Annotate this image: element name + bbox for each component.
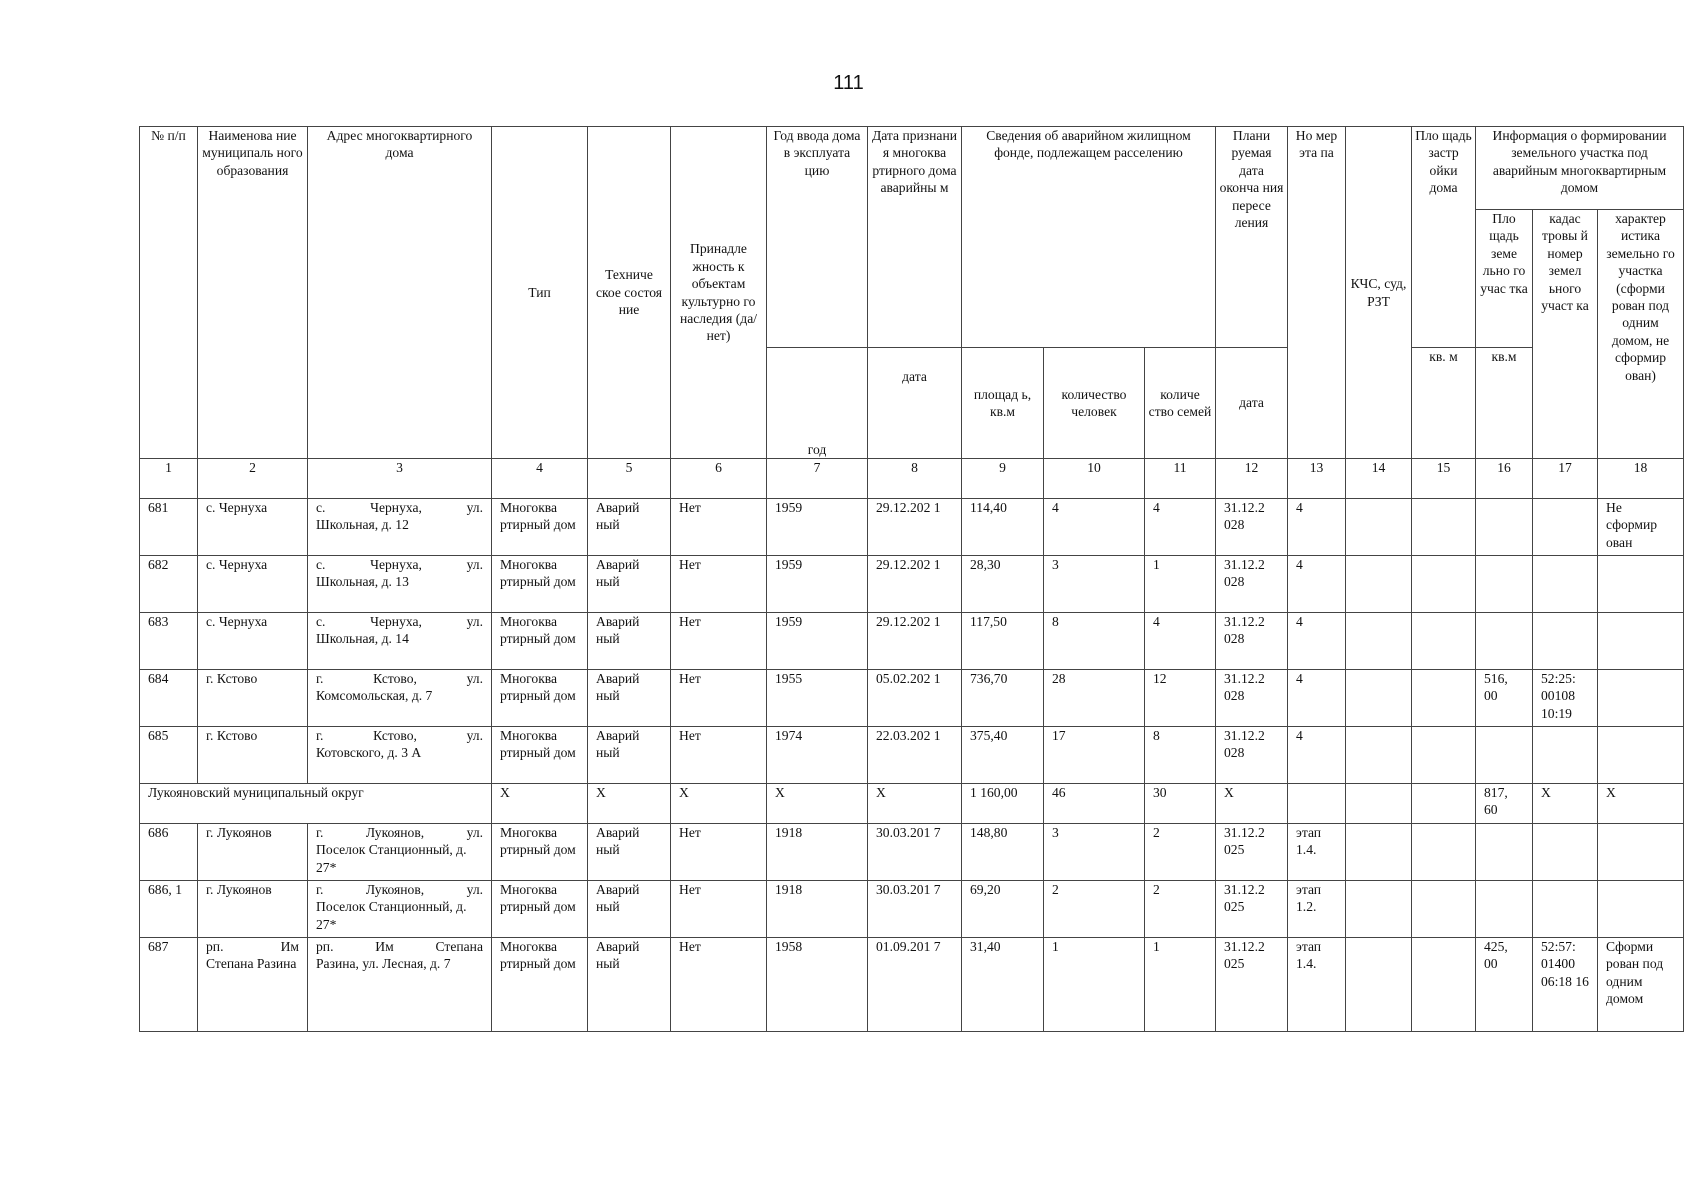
- column-number: 9: [962, 459, 1044, 499]
- row-address: [308, 938, 492, 1032]
- row-heritage: Нет: [671, 938, 767, 1032]
- address-line: с. Чернуха, ул.: [316, 500, 483, 515]
- row-address: [308, 881, 492, 938]
- column-number: 17: [1533, 459, 1598, 499]
- address-line: Комсомольская, д. 7: [316, 688, 433, 704]
- row-kchs: [1346, 824, 1412, 881]
- row-people: 28: [1044, 670, 1145, 727]
- row-families: 1: [1145, 938, 1216, 1032]
- municipality-line: рп. Им: [206, 939, 299, 954]
- row-building-area: [1412, 499, 1476, 556]
- header-land-info: Информация о формировании земельного участка под аварийным многоквартирным домом: [1476, 127, 1684, 210]
- row-land-area: [1476, 881, 1533, 938]
- header-stage: Но мер эта па: [1288, 127, 1346, 459]
- row-type: Многоква ртирный дом: [492, 938, 588, 1032]
- row-land-char: [1598, 556, 1684, 613]
- row-type: Многоква ртирный дом: [492, 556, 588, 613]
- row-address: [308, 556, 492, 613]
- header-year-sub: год: [767, 348, 868, 459]
- address-line: г. Лукоянов, ул.: [316, 882, 483, 897]
- header-emergency-date: Дата признани я многоква ртирного дома аварийны м: [868, 127, 962, 348]
- row-stage: 4: [1288, 727, 1346, 784]
- row-area: 28,30: [962, 556, 1044, 613]
- row-type: Многоква ртирный дом: [492, 613, 588, 670]
- row-land-area: [1476, 727, 1533, 784]
- row-land-area: [1476, 824, 1533, 881]
- row-cadastral: [1533, 824, 1598, 881]
- row-resettle-date: 31.12.2 028: [1216, 670, 1288, 727]
- header-date-sub: дата: [868, 348, 962, 459]
- row-land-area: [1476, 613, 1533, 670]
- row-families: 4: [1145, 499, 1216, 556]
- column-number: 3: [308, 459, 492, 499]
- row-date: 30.03.201 7: [868, 881, 962, 938]
- subtotal-stage: [1288, 784, 1346, 824]
- table-row: [140, 499, 1684, 556]
- row-stage: 4: [1288, 499, 1346, 556]
- row-land-char: [1598, 613, 1684, 670]
- header-cadastral: кадас тровы й номер земел ьного участ ка: [1533, 210, 1598, 459]
- row-land-char: [1598, 824, 1684, 881]
- column-number: 2: [198, 459, 308, 499]
- row-date: 22.03.202 1: [868, 727, 962, 784]
- subtotal-type: X: [492, 784, 588, 824]
- column-number-row: [140, 459, 1684, 499]
- subtotal-land-char: X: [1598, 784, 1684, 824]
- column-number: 18: [1598, 459, 1684, 499]
- column-number: 15: [1412, 459, 1476, 499]
- row-kchs: [1346, 499, 1412, 556]
- address-line: Разина, ул. Лесная, д. 7: [316, 956, 451, 972]
- row-land-area: [1476, 556, 1533, 613]
- row-land-area: 425, 00: [1476, 938, 1533, 1032]
- row-municipality: с. Чернуха: [198, 613, 308, 670]
- subtotal-kchs: [1346, 784, 1412, 824]
- row-year: 1959: [767, 556, 868, 613]
- row-building-area: [1412, 613, 1476, 670]
- address-line: Котовского, д. 3 А: [316, 745, 422, 761]
- address-line: с. Чернуха, ул.: [316, 614, 483, 629]
- address-line: Поселок Станционный, д. 27*: [316, 899, 467, 932]
- row-state: Аварий ный: [588, 499, 671, 556]
- subtotal-building-area: [1412, 784, 1476, 824]
- header-municipality: Наименова ние муниципаль ного образования: [198, 127, 308, 459]
- row-state: Аварий ный: [588, 670, 671, 727]
- row-land-char: [1598, 670, 1684, 727]
- table-row: [140, 824, 1684, 881]
- table-row: [140, 881, 1684, 938]
- row-kchs: [1346, 881, 1412, 938]
- column-number: 13: [1288, 459, 1346, 499]
- address-line: Школьная, д. 14: [316, 631, 409, 647]
- row-families: 2: [1145, 881, 1216, 938]
- row-area: 117,50: [962, 613, 1044, 670]
- row-cadastral: 52:25: 00108 10:19: [1533, 670, 1598, 727]
- row-number: 685: [140, 727, 198, 784]
- row-date: 29.12.202 1: [868, 556, 962, 613]
- table-row: [140, 670, 1684, 727]
- header-area-sub: площад ь, кв.м: [962, 348, 1044, 459]
- row-heritage: Нет: [671, 727, 767, 784]
- row-people: 3: [1044, 824, 1145, 881]
- row-stage: 4: [1288, 670, 1346, 727]
- header-planned-sub: дата: [1216, 348, 1288, 459]
- row-date: 30.03.201 7: [868, 824, 962, 881]
- row-stage: этап 1.2.: [1288, 881, 1346, 938]
- header-people-sub: количество человек: [1044, 348, 1145, 459]
- table-row: [140, 938, 1684, 1032]
- subtotal-area: 1 160,00: [962, 784, 1044, 824]
- row-date: 05.02.202 1: [868, 670, 962, 727]
- row-cadastral: [1533, 613, 1598, 670]
- row-year: 1958: [767, 938, 868, 1032]
- address-line: Школьная, д. 12: [316, 517, 409, 533]
- row-kchs: [1346, 556, 1412, 613]
- row-heritage: Нет: [671, 670, 767, 727]
- row-people: 17: [1044, 727, 1145, 784]
- row-building-area: [1412, 938, 1476, 1032]
- row-cadastral: [1533, 727, 1598, 784]
- header-num: № п/п: [140, 127, 198, 459]
- row-municipality: г. Лукоянов: [198, 881, 308, 938]
- row-date: 29.12.202 1: [868, 499, 962, 556]
- row-number: 686: [140, 824, 198, 881]
- row-municipality: г. Кстово: [198, 670, 308, 727]
- row-families: 4: [1145, 613, 1216, 670]
- column-number: 12: [1216, 459, 1288, 499]
- table-row: [140, 613, 1684, 670]
- row-type: Многоква ртирный дом: [492, 670, 588, 727]
- row-kchs: [1346, 670, 1412, 727]
- address-line: г. Лукоянов, ул.: [316, 825, 483, 840]
- row-year: 1974: [767, 727, 868, 784]
- subtotal-heritage: X: [671, 784, 767, 824]
- row-type: Многоква ртирный дом: [492, 727, 588, 784]
- emergency-housing-table: [139, 126, 1684, 1032]
- row-kchs: [1346, 938, 1412, 1032]
- header-resettlement-info: Сведения об аварийном жилищном фонде, подлежащем расселению: [962, 127, 1216, 348]
- row-state: Аварий ный: [588, 824, 671, 881]
- table-row: [140, 556, 1684, 613]
- row-building-area: [1412, 881, 1476, 938]
- header-address: Адрес многоквартирного дома: [308, 127, 492, 459]
- row-kchs: [1346, 613, 1412, 670]
- subtotal-state: X: [588, 784, 671, 824]
- header-families-sub: количе ство семей: [1145, 348, 1216, 459]
- header-building-area-sub: кв. м: [1412, 348, 1476, 459]
- row-resettle-date: 31.12.2 028: [1216, 613, 1288, 670]
- row-resettle-date: 31.12.2 028: [1216, 556, 1288, 613]
- row-heritage: Нет: [671, 881, 767, 938]
- row-state: Аварий ный: [588, 938, 671, 1032]
- row-area: 375,40: [962, 727, 1044, 784]
- row-families: 2: [1145, 824, 1216, 881]
- column-number: 7: [767, 459, 868, 499]
- subtotal-land-area: 817, 60: [1476, 784, 1533, 824]
- column-number: 8: [868, 459, 962, 499]
- header-land-area-sub: кв.м: [1476, 348, 1533, 459]
- subtotal-families: 30: [1145, 784, 1216, 824]
- row-building-area: [1412, 824, 1476, 881]
- row-families: 1: [1145, 556, 1216, 613]
- row-municipality: г. Кстово: [198, 727, 308, 784]
- row-year: 1959: [767, 613, 868, 670]
- column-number: 4: [492, 459, 588, 499]
- row-stage: 4: [1288, 556, 1346, 613]
- row-municipality: [198, 938, 308, 1032]
- header-kchs: КЧС, суд, РЗТ: [1346, 127, 1412, 459]
- row-number: 686, 1: [140, 881, 198, 938]
- subtotal-label: Лукояновский муниципальный округ: [140, 784, 492, 824]
- row-heritage: Нет: [671, 556, 767, 613]
- row-address: [308, 613, 492, 670]
- row-people: 8: [1044, 613, 1145, 670]
- row-stage: 4: [1288, 613, 1346, 670]
- row-municipality: с. Чернуха: [198, 556, 308, 613]
- row-state: Аварий ный: [588, 613, 671, 670]
- address-line: с. Чернуха, ул.: [316, 557, 483, 572]
- row-year: 1918: [767, 881, 868, 938]
- row-type: Многоква ртирный дом: [492, 824, 588, 881]
- row-land-area: 516, 00: [1476, 670, 1533, 727]
- row-stage: этап 1.4.: [1288, 938, 1346, 1032]
- row-cadastral: [1533, 499, 1598, 556]
- row-people: 4: [1044, 499, 1145, 556]
- row-address: [308, 499, 492, 556]
- subtotal-year: X: [767, 784, 868, 824]
- row-number: 687: [140, 938, 198, 1032]
- row-resettle-date: 31.12.2 028: [1216, 499, 1288, 556]
- row-people: 1: [1044, 938, 1145, 1032]
- row-stage: этап 1.4.: [1288, 824, 1346, 881]
- row-land-area: [1476, 499, 1533, 556]
- row-type: Многоква ртирный дом: [492, 881, 588, 938]
- column-number: 5: [588, 459, 671, 499]
- row-number: 682: [140, 556, 198, 613]
- row-building-area: [1412, 556, 1476, 613]
- row-kchs: [1346, 727, 1412, 784]
- table-row: [140, 727, 1684, 784]
- row-people: 2: [1044, 881, 1145, 938]
- row-heritage: Нет: [671, 824, 767, 881]
- header-heritage: Принадле жность к объектам культурно го наследия (да/нет): [671, 127, 767, 459]
- subtotal-row: [140, 784, 1684, 824]
- header-year: Год ввода дома в эксплуата цию: [767, 127, 868, 348]
- row-building-area: [1412, 727, 1476, 784]
- row-heritage: Нет: [671, 499, 767, 556]
- row-date: 01.09.201 7: [868, 938, 962, 1032]
- subtotal-cadastral: X: [1533, 784, 1598, 824]
- row-state: Аварий ный: [588, 881, 671, 938]
- address-line: Поселок Станционный, д. 27*: [316, 842, 467, 875]
- header-planned-date: Плани руемая дата оконча ния пересе ления: [1216, 127, 1288, 348]
- subtotal-resettle-date: X: [1216, 784, 1288, 824]
- row-area: 148,80: [962, 824, 1044, 881]
- address-line: Школьная, д. 13: [316, 574, 409, 590]
- header-row-1: [140, 127, 1684, 210]
- row-state: Аварий ный: [588, 556, 671, 613]
- row-area: 114,40: [962, 499, 1044, 556]
- row-resettle-date: 31.12.2 025: [1216, 824, 1288, 881]
- address-line: г. Кстово, ул.: [316, 728, 483, 743]
- column-number: 1: [140, 459, 198, 499]
- row-area: 69,20: [962, 881, 1044, 938]
- header-tech-state: Техниче ское состоя ние: [588, 127, 671, 459]
- row-families: 8: [1145, 727, 1216, 784]
- row-number: 681: [140, 499, 198, 556]
- row-year: 1955: [767, 670, 868, 727]
- subtotal-people: 46: [1044, 784, 1145, 824]
- row-resettle-date: 31.12.2 025: [1216, 938, 1288, 1032]
- subtotal-date: X: [868, 784, 962, 824]
- address-line: г. Кстово, ул.: [316, 671, 483, 686]
- row-municipality: г. Лукоянов: [198, 824, 308, 881]
- column-number: 14: [1346, 459, 1412, 499]
- row-year: 1918: [767, 824, 868, 881]
- row-state: Аварий ный: [588, 727, 671, 784]
- header-type: Тип: [492, 127, 588, 459]
- row-area: 736,70: [962, 670, 1044, 727]
- row-address: [308, 824, 492, 881]
- row-building-area: [1412, 670, 1476, 727]
- row-families: 12: [1145, 670, 1216, 727]
- address-line: рп. Им Степана: [316, 939, 483, 954]
- column-number: 6: [671, 459, 767, 499]
- row-heritage: Нет: [671, 613, 767, 670]
- column-number: 16: [1476, 459, 1533, 499]
- row-address: [308, 670, 492, 727]
- header-land-area: Пло щадь земе льно го учас тка: [1476, 210, 1533, 348]
- column-number: 10: [1044, 459, 1145, 499]
- row-cadastral: 52:57: 01400 06:18 16: [1533, 938, 1598, 1032]
- row-number: 683: [140, 613, 198, 670]
- row-number: 684: [140, 670, 198, 727]
- row-land-char: [1598, 881, 1684, 938]
- row-land-char: Сформи рован под одним домом: [1598, 938, 1684, 1032]
- row-cadastral: [1533, 556, 1598, 613]
- row-type: Многоква ртирный дом: [492, 499, 588, 556]
- row-resettle-date: 31.12.2 028: [1216, 727, 1288, 784]
- municipality-line: Степана Разина: [206, 956, 297, 972]
- column-number: 11: [1145, 459, 1216, 499]
- row-cadastral: [1533, 881, 1598, 938]
- header-building-area: Пло щадь застр ойки дома: [1412, 127, 1476, 348]
- row-land-char: [1598, 727, 1684, 784]
- row-year: 1959: [767, 499, 868, 556]
- row-land-char: Не сформир ован: [1598, 499, 1684, 556]
- row-people: 3: [1044, 556, 1145, 613]
- row-resettle-date: 31.12.2 025: [1216, 881, 1288, 938]
- row-address: [308, 727, 492, 784]
- row-area: 31,40: [962, 938, 1044, 1032]
- row-municipality: с. Чернуха: [198, 499, 308, 556]
- page-number: 111: [833, 72, 864, 94]
- header-land-char: характер истика земельно го участка (сформи рован под одним домом, не сформир ован): [1598, 210, 1684, 459]
- row-date: 29.12.202 1: [868, 613, 962, 670]
